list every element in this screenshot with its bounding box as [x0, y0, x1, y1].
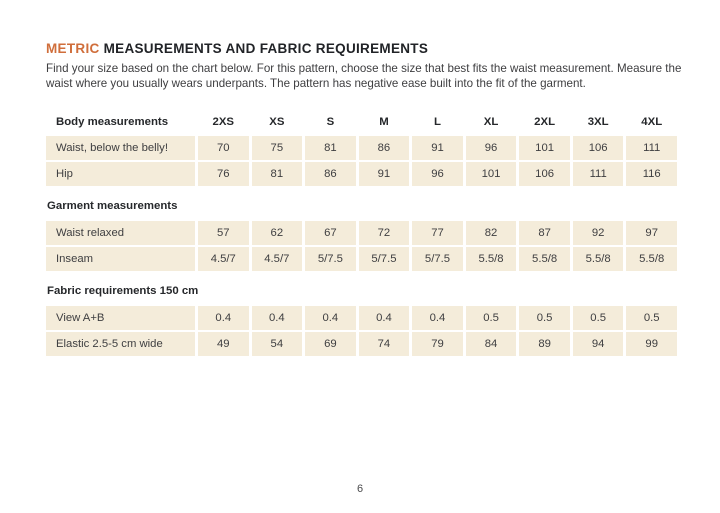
row-label: View A+B: [46, 306, 195, 330]
cell-value: 97: [626, 221, 677, 245]
table-row: [46, 136, 677, 160]
page-number: 6: [356, 483, 364, 495]
cell-value: 0.5: [519, 306, 570, 330]
cell-value: 81: [252, 162, 303, 186]
cell-value: 101: [519, 136, 570, 160]
cell-value: 116: [626, 162, 677, 186]
cell-value: 86: [359, 136, 410, 160]
cell-value: 5/7.5: [305, 247, 356, 271]
cell-value: 70: [198, 136, 249, 160]
page-title-highlight: METRIC: [46, 41, 100, 56]
cell-value: 91: [359, 162, 410, 186]
cell-value: 62: [252, 221, 303, 245]
cell-value: 81: [305, 136, 356, 160]
section-heading: Garment measurements: [47, 200, 178, 213]
column-header: M: [379, 116, 389, 129]
cell-value: 69: [305, 332, 356, 356]
column-header-label: Body measurements: [56, 116, 169, 129]
table-row: [46, 221, 677, 245]
cell-value: 96: [466, 136, 517, 160]
cell-value: 0.5: [626, 306, 677, 330]
cell-value: 0.4: [252, 306, 303, 330]
cell-value: 5.5/8: [519, 247, 570, 271]
cell-value: 5.5/8: [466, 247, 517, 271]
cell-value: 106: [573, 136, 624, 160]
cell-value: 54: [252, 332, 303, 356]
cell-value: 106: [519, 162, 570, 186]
cell-value: 67: [305, 221, 356, 245]
cell-value: 74: [359, 332, 410, 356]
cell-value: 0.4: [198, 306, 249, 330]
column-header: XS: [269, 116, 285, 129]
page-title: [46, 41, 677, 57]
cell-value: 111: [626, 136, 677, 160]
table-row: [46, 306, 677, 330]
cell-value: 99: [626, 332, 677, 356]
cell-value: 72: [359, 221, 410, 245]
table-header-row: [46, 112, 677, 132]
column-header: 3XL: [587, 116, 609, 129]
row-label: Waist, below the belly!: [46, 136, 195, 160]
cell-value: 5/7.5: [412, 247, 463, 271]
row-label: Inseam: [46, 247, 195, 271]
cell-value: 111: [573, 162, 624, 186]
size-chart: [46, 112, 677, 356]
cell-value: 101: [466, 162, 517, 186]
cell-value: 57: [198, 221, 249, 245]
column-header: L: [434, 116, 441, 129]
cell-value: 89: [519, 332, 570, 356]
cell-value: 86: [305, 162, 356, 186]
column-header: 2XL: [534, 116, 556, 129]
cell-value: 79: [412, 332, 463, 356]
cell-value: 92: [573, 221, 624, 245]
cell-value: 5.5/8: [626, 247, 677, 271]
cell-value: 0.5: [466, 306, 517, 330]
cell-value: 0.4: [305, 306, 356, 330]
cell-value: 0.4: [359, 306, 410, 330]
cell-value: 82: [466, 221, 517, 245]
cell-value: 75: [252, 136, 303, 160]
cell-value: 77: [412, 221, 463, 245]
cell-value: 0.4: [412, 306, 463, 330]
table-row: [46, 162, 677, 186]
cell-value: 5.5/8: [573, 247, 624, 271]
page-content: [46, 41, 682, 358]
cell-value: 87: [519, 221, 570, 245]
column-header: XL: [483, 116, 499, 129]
cell-value: 76: [198, 162, 249, 186]
cell-value: 4.5/7: [198, 247, 249, 271]
cell-value: 5/7.5: [359, 247, 410, 271]
column-header: 4XL: [641, 116, 663, 129]
row-label: Elastic 2.5-5 cm wide: [46, 332, 195, 356]
column-header: 2XS: [212, 116, 235, 129]
intro-text: Find your size based on the chart below. For this pattern, choose the size that best fits the waist measurement. Measure the waist where you usually wears underpants. The pattern has negative ease built into the fit of the garment.: [46, 62, 682, 90]
page-title-rest: MEASUREMENTS AND FABRIC REQUIREMENTS: [99, 41, 429, 56]
row-label: Waist relaxed: [46, 221, 195, 245]
cell-value: 91: [412, 136, 463, 160]
cell-value: 94: [573, 332, 624, 356]
cell-value: 4.5/7: [252, 247, 303, 271]
table-row: [46, 247, 677, 271]
section-heading: Fabric requirements 150 cm: [47, 285, 199, 298]
cell-value: 0.5: [573, 306, 624, 330]
column-header: S: [326, 116, 335, 129]
cell-value: 96: [412, 162, 463, 186]
cell-value: 84: [466, 332, 517, 356]
row-label: Hip: [46, 162, 195, 186]
cell-value: 49: [198, 332, 249, 356]
table-row: [46, 332, 677, 356]
